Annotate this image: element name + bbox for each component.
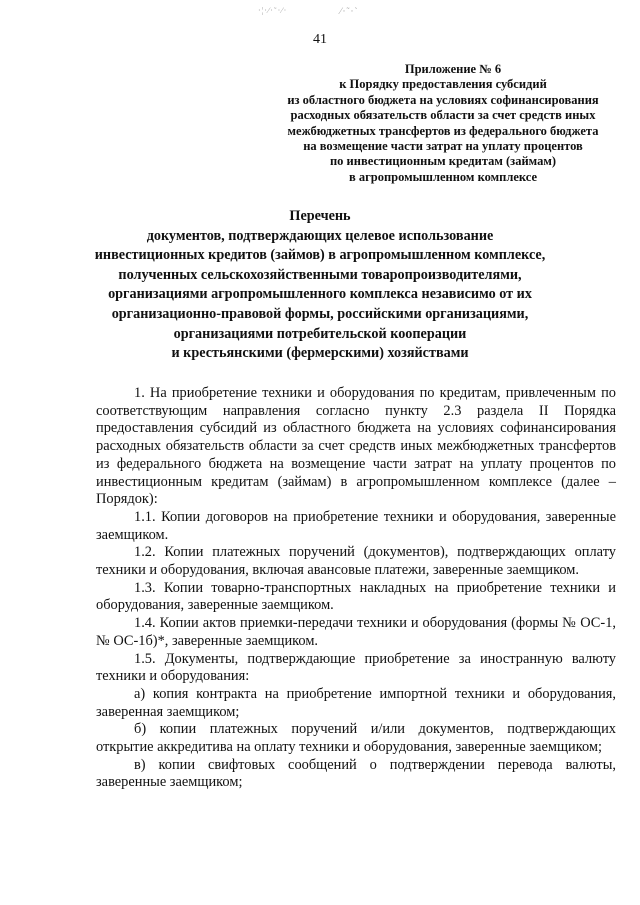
stamp-mark-right: ⁄·˜·ˋ — [340, 6, 359, 16]
appendix-line: расходных обязательств области за счет средств иных — [290, 108, 596, 123]
appendix-line: на возмещение части затрат на уплату процентов — [303, 139, 583, 154]
title-line: организациями агропромышленного комплекса независимо от их — [108, 286, 532, 303]
paragraph-1-3: 1.3. Копии товарно-транспортных накладных на приобретение техники и оборудования, заверенные заемщиком. — [96, 579, 616, 614]
title-line: и крестьянскими (фермерскими) хозяйствами — [171, 345, 469, 362]
paragraph-1-5-a: а) копия контракта на приобретение импортной техники и оборудования, заверенная заемщиком; — [96, 685, 616, 720]
paragraph-1-5: 1.5. Документы, подтверждающие приобретение за иностранную валюту техники и оборудования: — [96, 650, 616, 685]
title-line: документов, подтверждающих целевое использование — [146, 227, 494, 244]
appendix-line: в агропромышленном комплексе — [348, 169, 538, 184]
paragraph-1-1: 1.1. Копии договоров на приобретение техники и оборудования, заверенные заемщиком. — [96, 508, 616, 543]
document-heading: Перечень — [289, 208, 351, 224]
paragraph-1-4: 1.4. Копии актов приемки-передачи техники и оборудования (формы № ОС-1, № ОС-1б)*, заверенные заемщиком. — [96, 615, 616, 649]
stamp-mark-left: ·¦·⁄·˜·⁄· — [258, 6, 288, 15]
appendix-line: межбюджетных трансфертов из федерального бюджета — [287, 123, 599, 138]
title-line: организациями потребительской кооперации — [173, 325, 467, 342]
document-body — [96, 385, 616, 792]
appendix-line: к Порядку предоставления субсидий — [339, 77, 547, 92]
title-line: организационно-правовой формы, российскими организациями, — [111, 305, 529, 322]
document-title-block — [0, 207, 640, 364]
paragraph-1-5-v: в) копии свифтовых сообщений о подтверждении перевода валюты, заверенные заемщиком; — [96, 756, 616, 791]
paragraph-1-5-b: б) копии платежных поручений и/или документов, подтверждающих открытие аккредитива на оплату техники и оборудования, заверенные заемщиком; — [96, 721, 616, 756]
appendix-title: Приложение № 6 — [404, 62, 502, 76]
paragraph-1-2: 1.2. Копии платежных поручений (документов), подтверждающих оплату техники и оборудования, включая авансовые платежи, заверенные заемщиком. — [96, 544, 616, 579]
appendix-line: по инвестиционным кредитам (займам) — [329, 154, 557, 169]
appendix-line: из областного бюджета на условиях софинансирования — [287, 92, 599, 107]
title-line: инвестиционных кредитов (займов) в агропромышленном комплексе, — [94, 247, 546, 264]
appendix-block — [250, 62, 636, 185]
page-number: 41 — [313, 32, 327, 47]
paragraph-1: 1. На приобретение техники и оборудования по кредитам, привлеченным по соответствующим направления согласно пункту 2.3 раздела II Порядка предоставления субсидий из областного бюджета на условиях софинансирования расходных обязательств области за счет средств иных межбюджетных трансфертов из федерального бюджета на возмещение части затрат на уплату процентов по инвестиционным кредитам (займам) в агропромышленном комплексе (далее – Порядок): — [96, 385, 616, 508]
title-line: полученных сельскохозяйственными товаропроизводителями, — [118, 266, 522, 283]
